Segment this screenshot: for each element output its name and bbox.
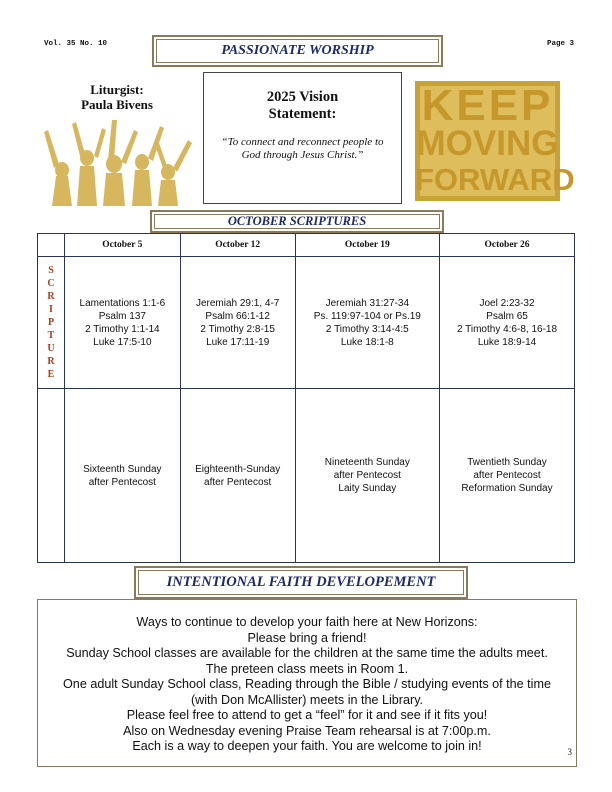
liturgist-label: Liturgist: bbox=[90, 82, 144, 97]
logo-word-moving: MOVING bbox=[416, 124, 559, 163]
keep-moving-forward-logo bbox=[415, 81, 575, 201]
faith-line: One adult Sunday School class, Reading through the Bible / studying events of the time bbox=[63, 677, 551, 691]
volume-number: Vol. 35 No. 10 bbox=[44, 40, 108, 48]
observance-row bbox=[38, 389, 575, 563]
section-title-faith-development: INTENTIONAL FAITH DEVELOPEMENT bbox=[134, 566, 468, 599]
section-title-passionate-worship: PASSIONATE WORSHIP bbox=[152, 35, 443, 67]
page-label: Page 3 bbox=[547, 40, 575, 48]
date-header: October 5 bbox=[65, 234, 181, 257]
readings-cell: Jeremiah 29:1, 4-7 Psalm 66:1-12 2 Timothy 2:8-15 Luke 17:11-19 bbox=[180, 257, 295, 389]
table-header-row bbox=[38, 234, 575, 257]
faith-line: Please feel free to attend to get a “feel” for it and see if it fits you! bbox=[126, 708, 488, 722]
faith-line: Also on Wednesday evening Praise Team rehearsal is at 7:00p.m. bbox=[123, 723, 491, 738]
logo-word-keep: KEEP bbox=[421, 81, 554, 130]
vision-title-line1: 2025 Vision bbox=[266, 89, 339, 105]
vision-text: “To connect and reconnect people to God through Jesus Christ.” bbox=[221, 136, 384, 161]
faith-line: Please bring a friend! bbox=[247, 630, 367, 645]
scripture-vertical-label: S C R I P T U R E bbox=[38, 257, 65, 389]
readings-cell: Lamentations 1:1-6 Psalm 137 2 Timothy 1:1-14 Luke 17:5-10 bbox=[65, 257, 181, 389]
faith-development-box bbox=[37, 599, 577, 767]
observance-label-cell bbox=[38, 389, 65, 563]
faith-line: Ways to continue to develop your faith here at New Horizons: bbox=[136, 615, 478, 629]
vision-statement-box bbox=[203, 72, 402, 204]
liturgist-block bbox=[52, 82, 182, 112]
observance-cell: Twentieth Sunday after Pentecost Reformation Sunday bbox=[440, 389, 575, 563]
date-header: October 19 bbox=[295, 234, 439, 257]
observance-cell: Sixteenth Sunday after Pentecost bbox=[65, 389, 181, 563]
vision-title-line2: Statement: bbox=[268, 106, 337, 122]
logo-word-forward: FORWARD bbox=[415, 162, 575, 197]
section-title-october-scriptures: OCTOBER SCRIPTURES bbox=[150, 210, 444, 233]
scripture-table bbox=[37, 233, 575, 563]
table-corner bbox=[38, 234, 65, 257]
observance-cell: Eighteenth-Sunday after Pentecost bbox=[180, 389, 295, 563]
faith-line: Sunday School classes are available for the children at the same time the adults meet. bbox=[66, 646, 548, 660]
readings-row bbox=[38, 257, 575, 389]
readings-cell: Joel 2:23-32 Psalm 65 2 Timothy 4:6-8, 16-18 Luke 18:9-14 bbox=[440, 257, 575, 389]
date-header: October 12 bbox=[180, 234, 295, 257]
observance-cell: Nineteenth Sunday after Pentecost Laity Sunday bbox=[295, 389, 439, 563]
page-number: 3 bbox=[567, 746, 572, 757]
faith-line: The preteen class meets in Room 1. bbox=[205, 661, 409, 676]
date-header: October 26 bbox=[440, 234, 575, 257]
worship-hands-illustration bbox=[42, 118, 194, 206]
liturgist-name: Paula Bivens bbox=[81, 97, 153, 112]
readings-cell: Jeremiah 31:27-34 Ps. 119:97-104 or Ps.19 2 Timothy 3:14-4:5 Luke 18:1-8 bbox=[295, 257, 439, 389]
faith-line: (with Don McAllister) meets in the Library. bbox=[190, 692, 424, 707]
faith-line: Each is a way to deepen your faith. You are welcome to join in! bbox=[132, 739, 482, 753]
